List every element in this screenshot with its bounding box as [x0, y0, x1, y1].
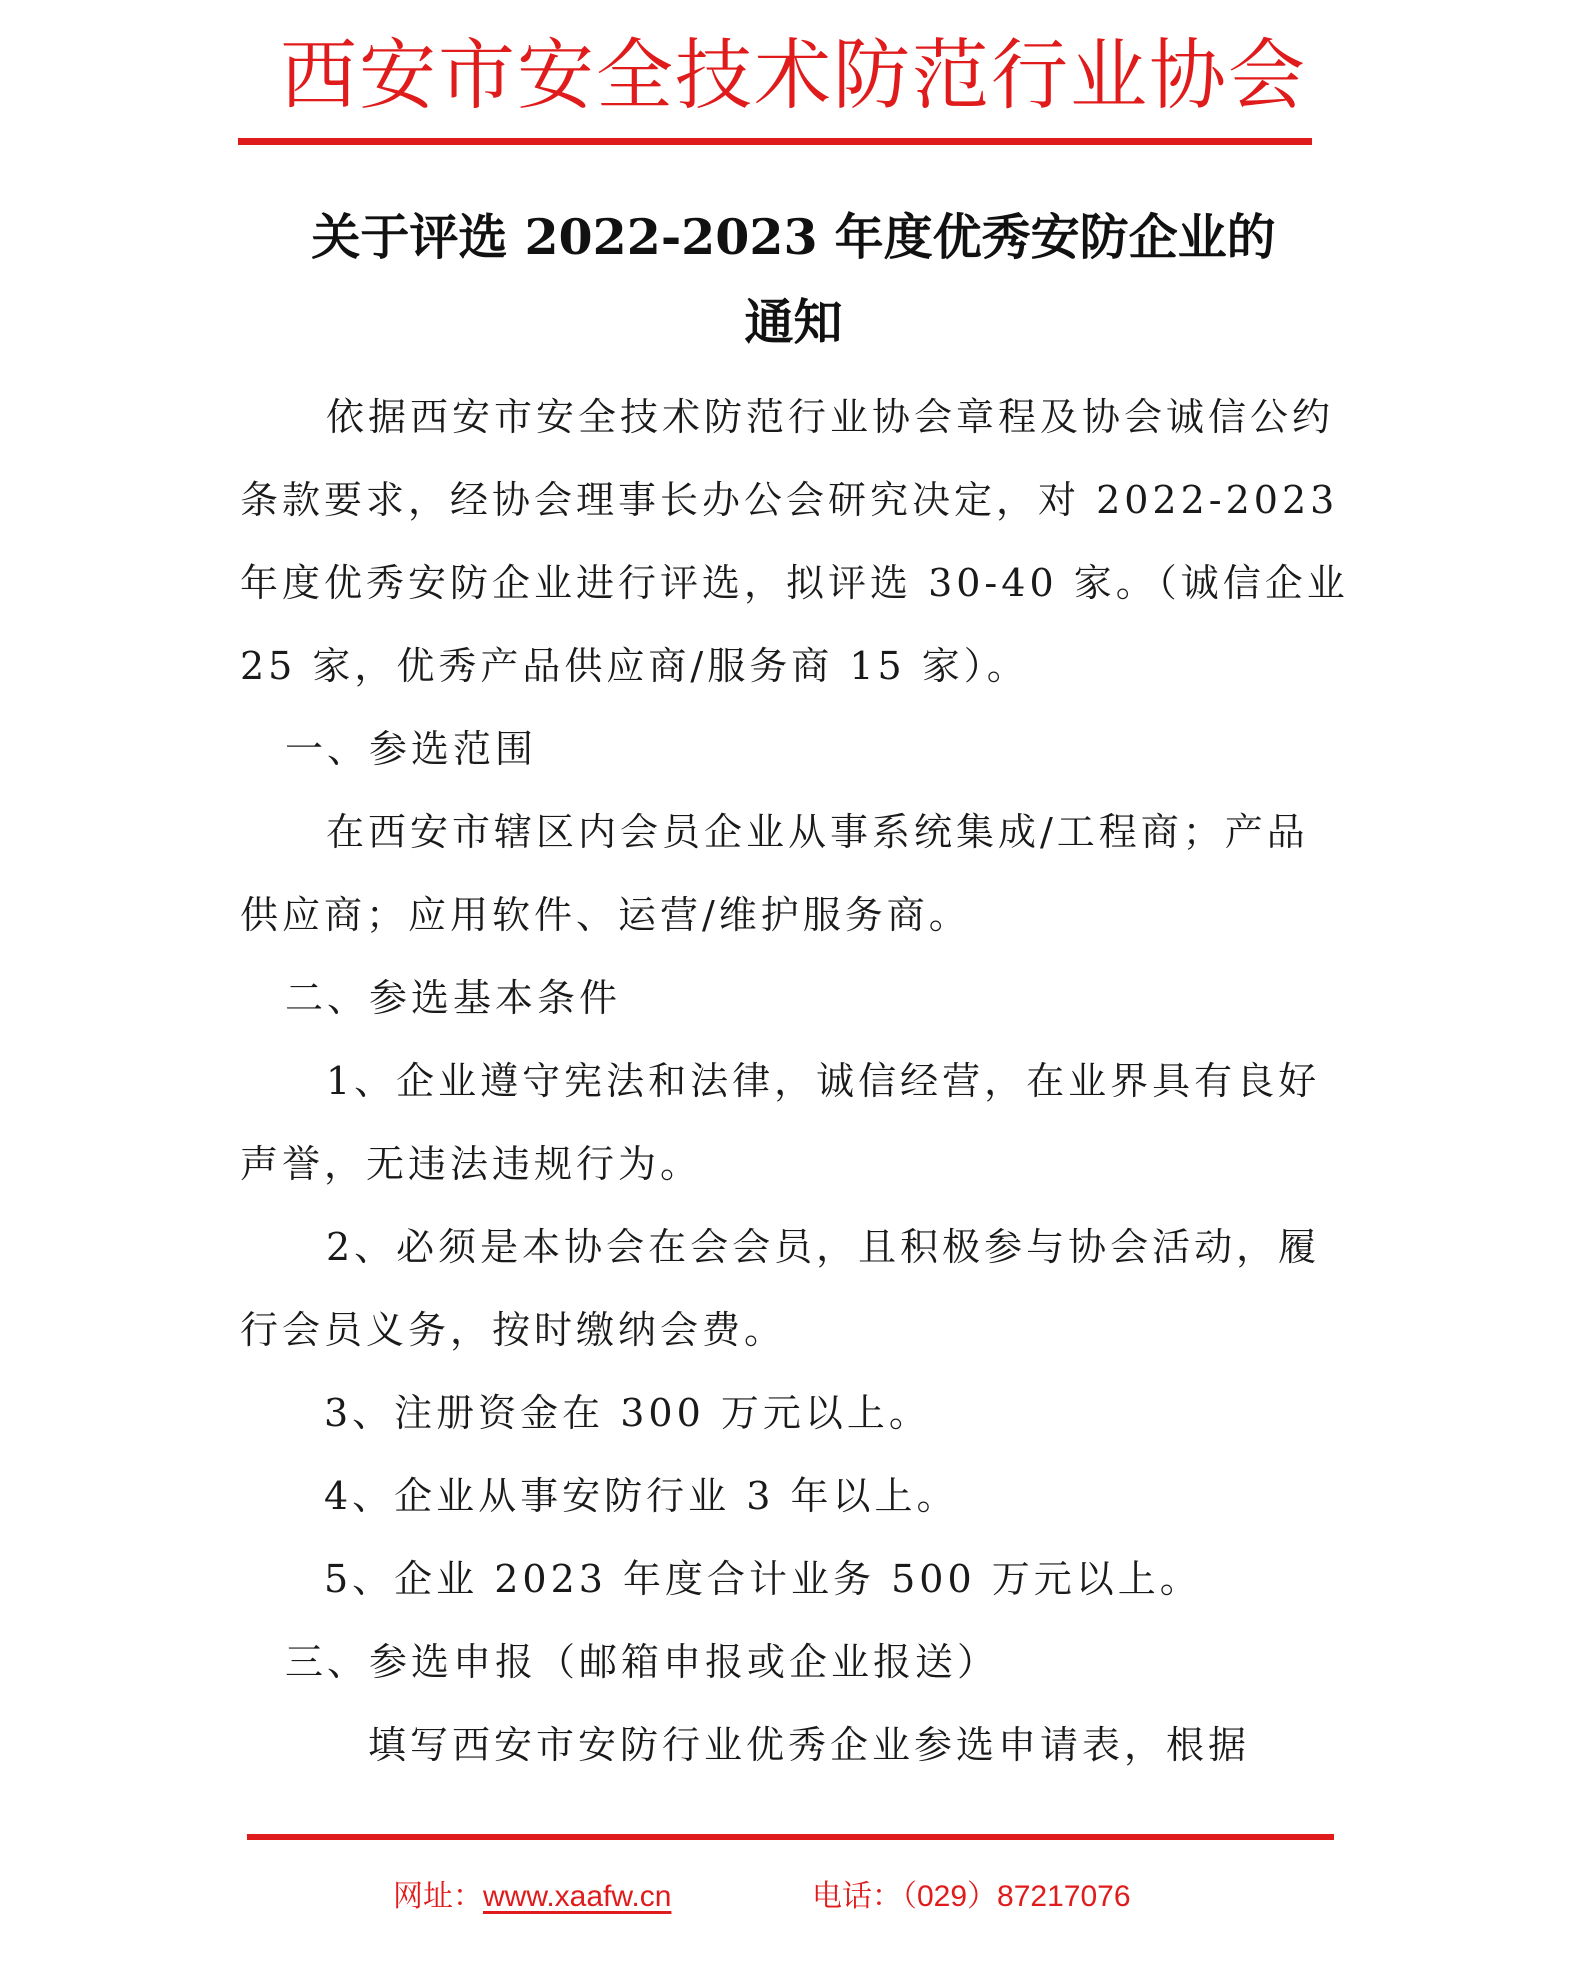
condition-item-3: 3、注册资金在 300 万元以上。 [324, 1391, 931, 1435]
intro-paragraph: 依据西安市安全技术防范行业协会章程及协会诚信公约条款要求，经协会理事长办公会研究决定，对 2022-2023 年度优秀安防企业进行评选，拟评选 30-40 家。（诚信企业 25 家，优秀产品供应商/服务商 15 家）。 [240, 395, 1349, 688]
header-divider [238, 138, 1312, 145]
footer-website [393, 1872, 671, 1922]
phone-number: （029）87217076 [902, 1880, 1131, 1913]
notice-title-line1: 关于评选 2022-2023 年度优秀安防企业的 [311, 208, 1276, 266]
section-heading-application: 三、参选申报（邮箱申报或企业报送） [285, 1640, 1000, 1684]
section-heading-scope: 一、参选范围 [285, 727, 538, 771]
condition-item-2: 2、必须是本协会在会会员，且积极参与协会活动，履行会员义务，按时缴纳会费。 [240, 1225, 1321, 1352]
application-paragraph: 填写西安市安防行业优秀企业参选申请表，根据 [368, 1723, 1251, 1767]
condition-item-4: 4、企业从事安防行业 3 年以上。 [324, 1474, 959, 1518]
notice-title-line2: 通知 [744, 293, 843, 351]
condition-item-1: 1、企业遵守宪法和法律，诚信经营，在业界具有良好声誉，无违法违规行为。 [240, 1059, 1321, 1186]
condition-item-5: 5、企业 2023 年度合计业务 500 万元以上。 [324, 1557, 1202, 1601]
organization-name: 西安市安全技术防范行业协会 [280, 32, 1307, 121]
website-label: 网址： [393, 1879, 483, 1914]
website-link[interactable]: www.xaafw.cn [483, 1880, 672, 1913]
scope-paragraph: 在西安市辖区内会员企业从事系统集成/工程商；产品供应商；应用软件、运营/维护服务商。 [240, 810, 1309, 937]
notice-body [240, 376, 1350, 1787]
section-heading-conditions: 二、参选基本条件 [285, 976, 622, 1020]
footer-phone [812, 1872, 1131, 1922]
footer-divider [247, 1834, 1334, 1840]
phone-label: 电话： [812, 1879, 902, 1914]
